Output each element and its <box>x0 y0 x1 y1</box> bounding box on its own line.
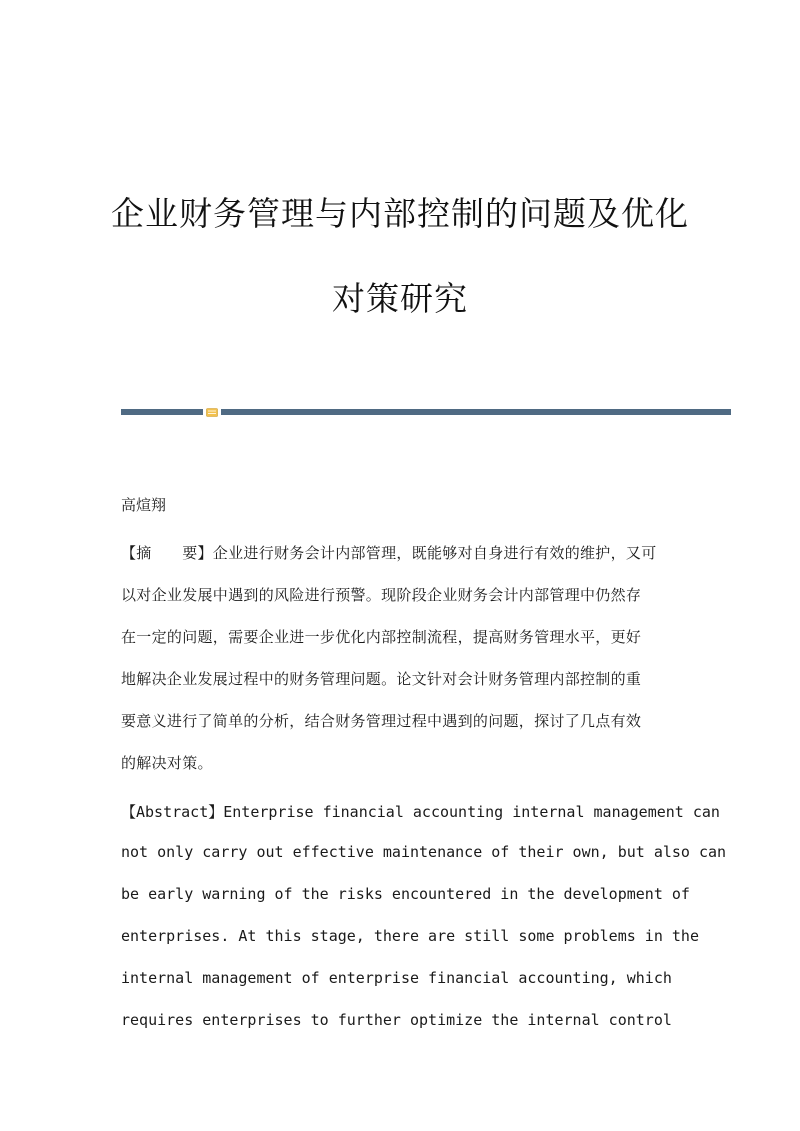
abstract-cn-line: 【摘 要】企业进行财务会计内部管理，既能够对自身进行有效的维护，又可 <box>121 544 657 562</box>
abstract-cn-line: 在一定的问题，需要企业进一步优化内部控制流程，提高财务管理水平，更好 <box>121 628 642 646</box>
title-divider <box>121 408 731 416</box>
title-line-1: 企业财务管理与内部控制的问题及优化 <box>111 194 689 233</box>
abstract-cn-line: 以对企业发展中遇到的风险进行预警。现阶段企业财务会计内部管理中仍然存 <box>121 586 642 604</box>
abstract-cn-line: 地解决企业发展过程中的财务管理问题。论文针对会计财务管理内部控制的重 <box>121 670 642 688</box>
document-icon <box>206 408 218 417</box>
abstract-en-line: 【Abstract】Enterprise financial accounting internal management can <box>121 803 720 821</box>
author-name: 高煊翔 <box>121 496 167 514</box>
divider-bar-left <box>121 409 203 415</box>
abstract-cn-line: 要意义进行了简单的分析，结合财务管理过程中遇到的问题，探讨了几点有效 <box>121 712 642 730</box>
abstract-cn-line: 的解决对策。 <box>121 754 213 772</box>
title-line-2: 对策研究 <box>332 279 468 318</box>
abstract-en-line: enterprises. At this stage, there are still some problems in the <box>121 927 699 945</box>
abstract-en-line: requires enterprises to further optimize the internal control <box>121 1011 672 1029</box>
abstract-en-line: be early warning of the risks encountered in the development of <box>121 885 690 903</box>
abstract-en-line: not only carry out effective maintenance of their own, but also can <box>121 843 727 861</box>
abstract-en-line: internal management of enterprise financial accounting, which <box>121 969 672 987</box>
divider-bar-right <box>221 409 731 415</box>
